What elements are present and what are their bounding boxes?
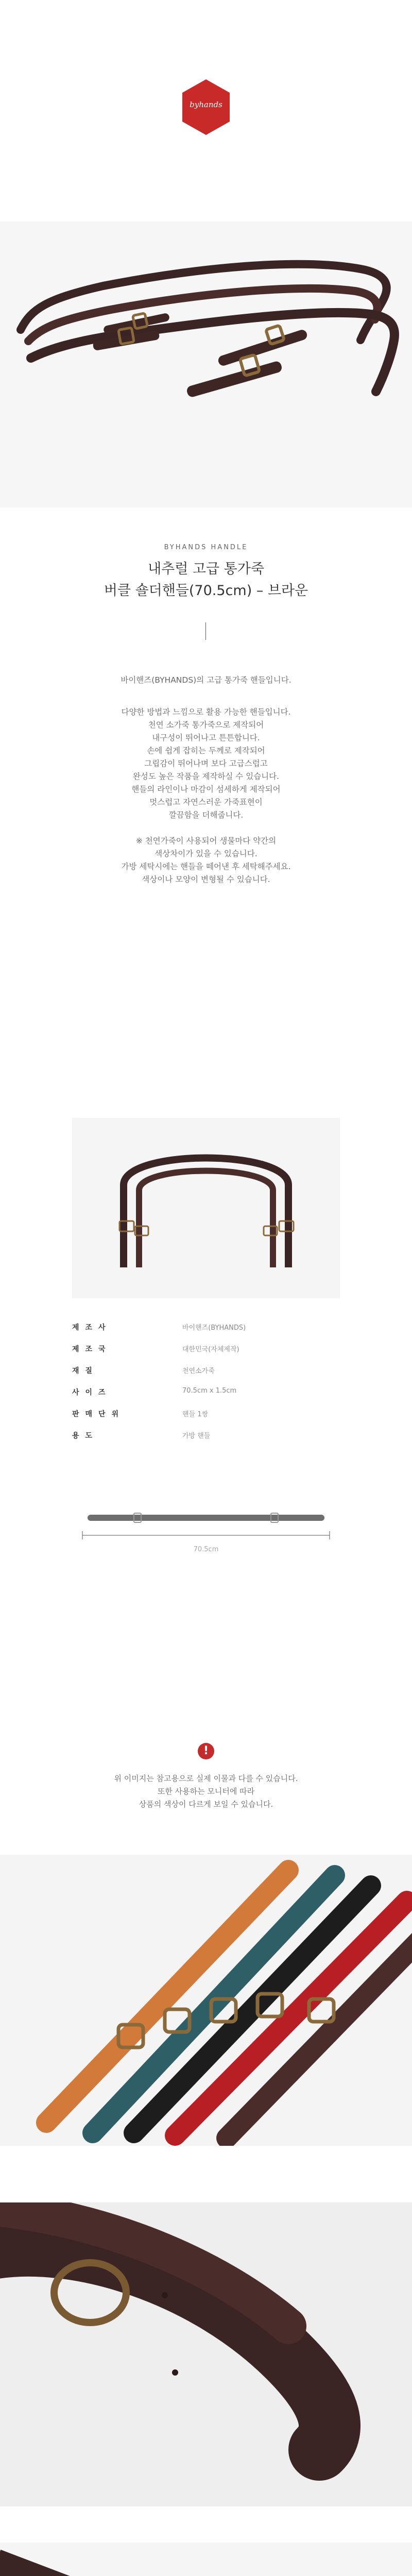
spec-row [72, 1340, 340, 1357]
spec-value: 바이핸즈(BYHANDS) [182, 1324, 246, 1332]
brand-logo [175, 76, 237, 138]
dimension-diagram [72, 1504, 340, 1561]
product-photo-buckle-closeup [0, 2202, 412, 2506]
product-photo-main [0, 222, 412, 507]
warning-text [0, 1772, 412, 1811]
description-line: 다양한 방법과 느낌으로 활용 가능한 핸들입니다. [121, 707, 291, 717]
product-photo-strap-detail [0, 2543, 412, 2576]
spec-label: 제조사 [72, 1324, 112, 1332]
description-line: 천연 소가죽 통가죽으로 제작되어 [148, 720, 264, 730]
dimension-label: 70.5cm [193, 1546, 219, 1553]
divider [205, 622, 206, 640]
description-line: 손에 쉽게 잡히는 두께로 제작되어 [147, 746, 265, 755]
warning-icon: ! [198, 1743, 214, 1759]
spec-value: 대한민국(자체제작) [182, 1346, 239, 1353]
spec-row [72, 1426, 340, 1444]
spec-label: 용도 [72, 1432, 99, 1440]
warning-line: 또한 사용하는 모니터에 따라 [157, 1787, 255, 1796]
description-line: 멋스럽고 자연스러운 가죽표현이 [149, 798, 263, 807]
product-photo-colors [0, 1855, 412, 2146]
spec-row [72, 1383, 340, 1400]
description-intro: 바이핸즈(BYHANDS)의 고급 통가죽 핸들입니다. [121, 675, 291, 685]
spec-row [72, 1361, 340, 1379]
description-body [0, 706, 412, 886]
spec-row [72, 1318, 340, 1335]
spec-value: 가방 핸들 [182, 1432, 211, 1440]
description-line: 깔끔함을 더해줍니다. [168, 810, 244, 820]
brand-label: BYHANDS HANDLE [164, 544, 248, 551]
spec-label: 사이즈 [72, 1388, 112, 1397]
description-note: 색상이나 모양이 변형될 수 있습니다. [142, 875, 270, 884]
spec-value: 70.5cm x 1.5cm [182, 1387, 237, 1395]
product-photo-flat [72, 1118, 340, 1298]
description-note: 색상차이가 있을 수 있습니다. [154, 849, 258, 858]
description-note: 가방 세탁시에는 핸들을 떼어낸 후 세탁해주세요. [121, 862, 291, 871]
product-title-line2: 버클 숄더핸들(70.5cm) – 브라운 [104, 583, 308, 599]
spec-value: 핸들 1쌍 [182, 1411, 209, 1418]
spec-label: 판매단위 [72, 1410, 125, 1418]
warning-line: 위 이미지는 참고용으로 실제 이물과 다를 수 있습니다. [114, 1774, 298, 1783]
description-line: 핸들의 라인이나 마감이 섬세하게 제작되어 [131, 785, 281, 794]
spec-label: 재질 [72, 1367, 99, 1375]
spec-label: 제조국 [72, 1345, 112, 1353]
warning-line: 상품의 색상이 다르게 보일 수 있습니다. [139, 1800, 273, 1809]
logo-text: byhands [190, 100, 222, 109]
description-line: 그립감이 뛰어나며 보다 고급스럽고 [144, 759, 268, 768]
description-note: ※ 천연가죽이 사용되어 생물마다 약간의 [135, 836, 277, 845]
product-title-line1: 내추럴 고급 통가죽 [148, 561, 264, 577]
description-line: 완성도 높은 작품을 제작하실 수 있습니다. [132, 772, 280, 781]
spec-value: 천연소가죽 [182, 1367, 215, 1375]
spec-row [72, 1404, 340, 1422]
description-line: 내구성이 뛰어나고 튼튼합니다. [152, 733, 260, 742]
